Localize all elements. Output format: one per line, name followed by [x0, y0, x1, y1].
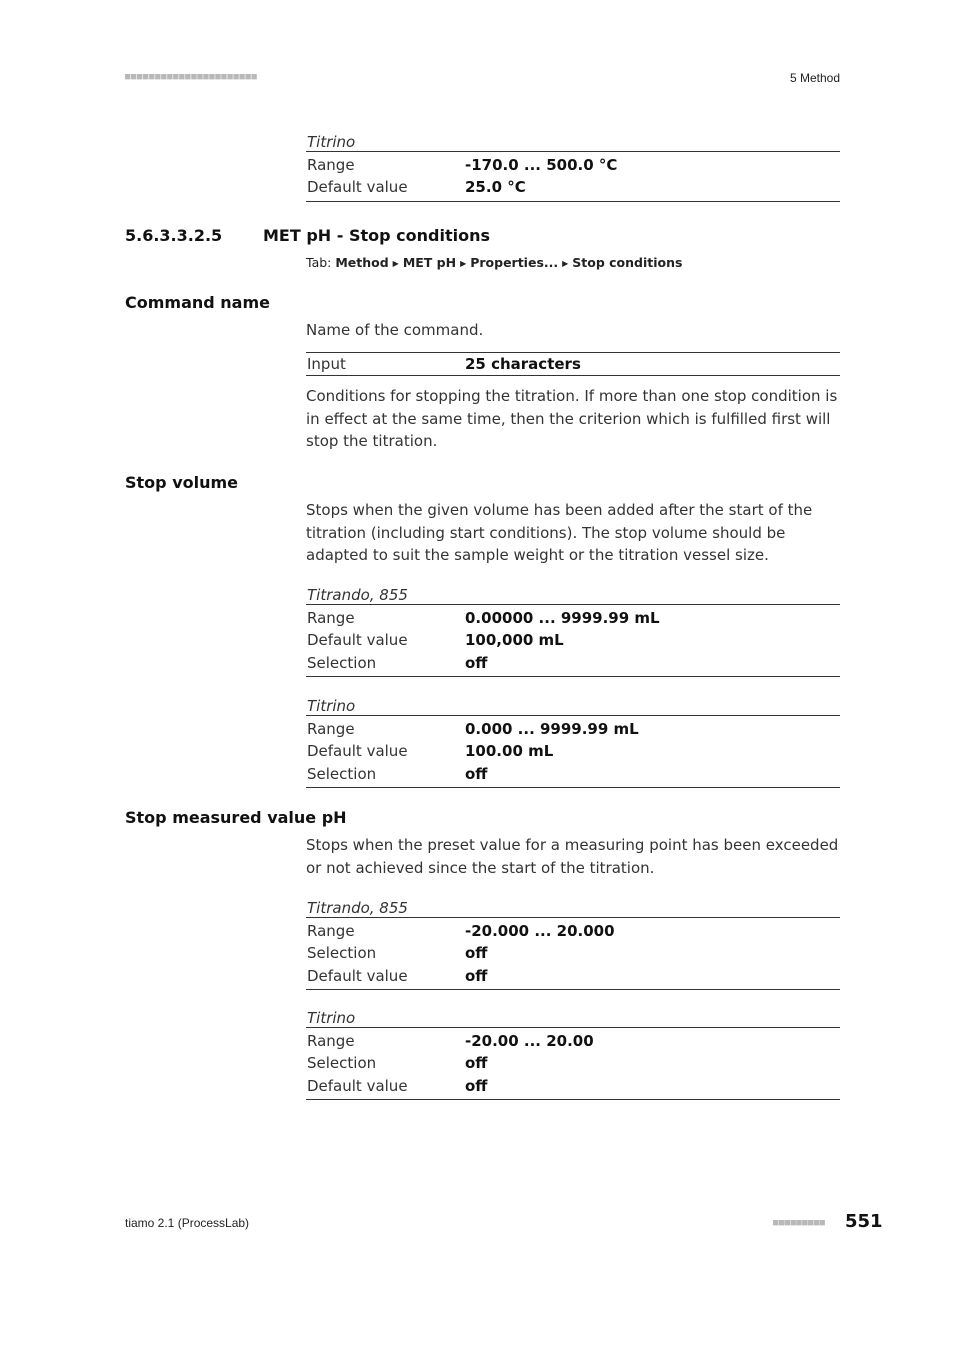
- table-caption: Titrino: [306, 697, 840, 716]
- command-name-heading: Command name: [125, 293, 270, 312]
- row-key: Selection: [307, 764, 377, 783]
- page-number: 551: [845, 1211, 883, 1232]
- tab-path-properties: Properties...: [470, 255, 559, 270]
- table-row: [306, 1075, 840, 1097]
- table-row: [306, 1052, 840, 1074]
- chapter-title: 5 Method: [789, 71, 840, 85]
- row-key: Selection: [307, 944, 377, 963]
- section-number: 5.6.3.3.2.5: [125, 226, 223, 245]
- table-row: [306, 718, 840, 740]
- row-key: Range: [307, 1032, 355, 1050]
- row-key: Default value: [307, 966, 408, 985]
- command-name-description: Name of the command.: [306, 321, 484, 339]
- row-value: off: [465, 764, 488, 783]
- table-caption: Titrino: [306, 1009, 840, 1028]
- stop-ph-titrando-table: [306, 899, 840, 990]
- stop-volume-titrino-table: [306, 697, 840, 788]
- stop-conditions-description: Conditions for stopping the titration. If more than one stop condition is in effect at the same time, then the criterion which is fulfilled first will stop the titration.: [306, 387, 838, 450]
- footer-product: tiamo 2.1 (ProcessLab): [125, 1216, 250, 1230]
- section-title: MET pH - Stop conditions: [263, 226, 490, 245]
- table-row: [306, 629, 840, 651]
- row-key: Range: [307, 922, 355, 940]
- table-row: [306, 607, 840, 629]
- row-value: off: [465, 653, 488, 672]
- row-key: Range: [307, 720, 355, 738]
- section-heading: [125, 226, 490, 245]
- row-value: 0.000 ... 9999.99 mL: [465, 720, 639, 738]
- row-key: Selection: [307, 1054, 377, 1073]
- stop-volume-titrando-table: [306, 586, 840, 677]
- table-row: [306, 920, 840, 942]
- tab-path-prefix: Tab:: [306, 255, 332, 270]
- row-key: Default value: [307, 1076, 408, 1095]
- table-row: [306, 740, 840, 762]
- input-table: [306, 352, 840, 376]
- tab-path-stop-conditions: Stop conditions: [572, 255, 683, 270]
- stop-ph-titrino-table: [306, 1009, 840, 1100]
- table-caption: Titrino: [306, 133, 840, 152]
- temperature-titrino-table: [306, 133, 840, 202]
- row-value: 25.0 °C: [465, 178, 526, 197]
- row-key: Default value: [307, 178, 408, 197]
- stop-ph-heading: Stop measured value pH: [125, 808, 347, 827]
- stop-volume-heading: Stop volume: [125, 473, 239, 492]
- stop-volume-description: Stops when the given volume has been added after the start of the titration (including start conditions). The stop volume should be adapted to suit the sample weight or the titration vessel size.: [306, 501, 813, 564]
- arrow-right-icon: ▶: [392, 259, 399, 268]
- row-value: 100.00 mL: [465, 742, 554, 761]
- row-key: Input: [307, 355, 346, 373]
- row-key: Range: [307, 156, 355, 174]
- arrow-right-icon: ▶: [460, 259, 467, 268]
- table-row: [306, 154, 840, 176]
- tab-path: [306, 255, 682, 270]
- table-row: [306, 1030, 840, 1052]
- row-value: off: [465, 1054, 488, 1073]
- row-value: -20.000 ... 20.000: [465, 922, 615, 940]
- row-value: off: [465, 1076, 488, 1095]
- table-caption: Titrando, 855: [306, 586, 840, 605]
- row-value: -20.00 ... 20.00: [465, 1032, 594, 1050]
- table-row: [306, 763, 840, 785]
- row-key: Selection: [307, 653, 377, 672]
- row-key: Default value: [307, 742, 408, 761]
- tab-path-met-ph: MET pH: [402, 255, 457, 270]
- table-row: [306, 176, 840, 198]
- row-value: off: [465, 966, 488, 985]
- row-value: off: [465, 944, 488, 963]
- row-value: -170.0 ... 500.0 °C: [465, 156, 618, 174]
- header-decoration: ■■■■■■■■■■■■■■■■■■■■■■: [125, 72, 258, 82]
- row-key: Range: [307, 609, 355, 627]
- row-key: Default value: [307, 631, 408, 650]
- table-row: [306, 965, 840, 987]
- stop-ph-description: Stops when the preset value for a measuring point has been exceeded or not achieved since the start of the titration.: [306, 836, 839, 877]
- table-row: [306, 353, 840, 375]
- table-caption: Titrando, 855: [306, 899, 840, 918]
- table-row: [306, 652, 840, 674]
- tab-path-method: Method: [335, 255, 389, 270]
- row-value: 25 characters: [465, 355, 581, 373]
- table-row: [306, 942, 840, 964]
- footer-decoration: ■■■■■■■■■: [773, 1218, 826, 1228]
- row-value: 100,000 mL: [465, 631, 564, 650]
- row-value: 0.00000 ... 9999.99 mL: [465, 609, 660, 627]
- arrow-right-icon: ▶: [562, 259, 569, 268]
